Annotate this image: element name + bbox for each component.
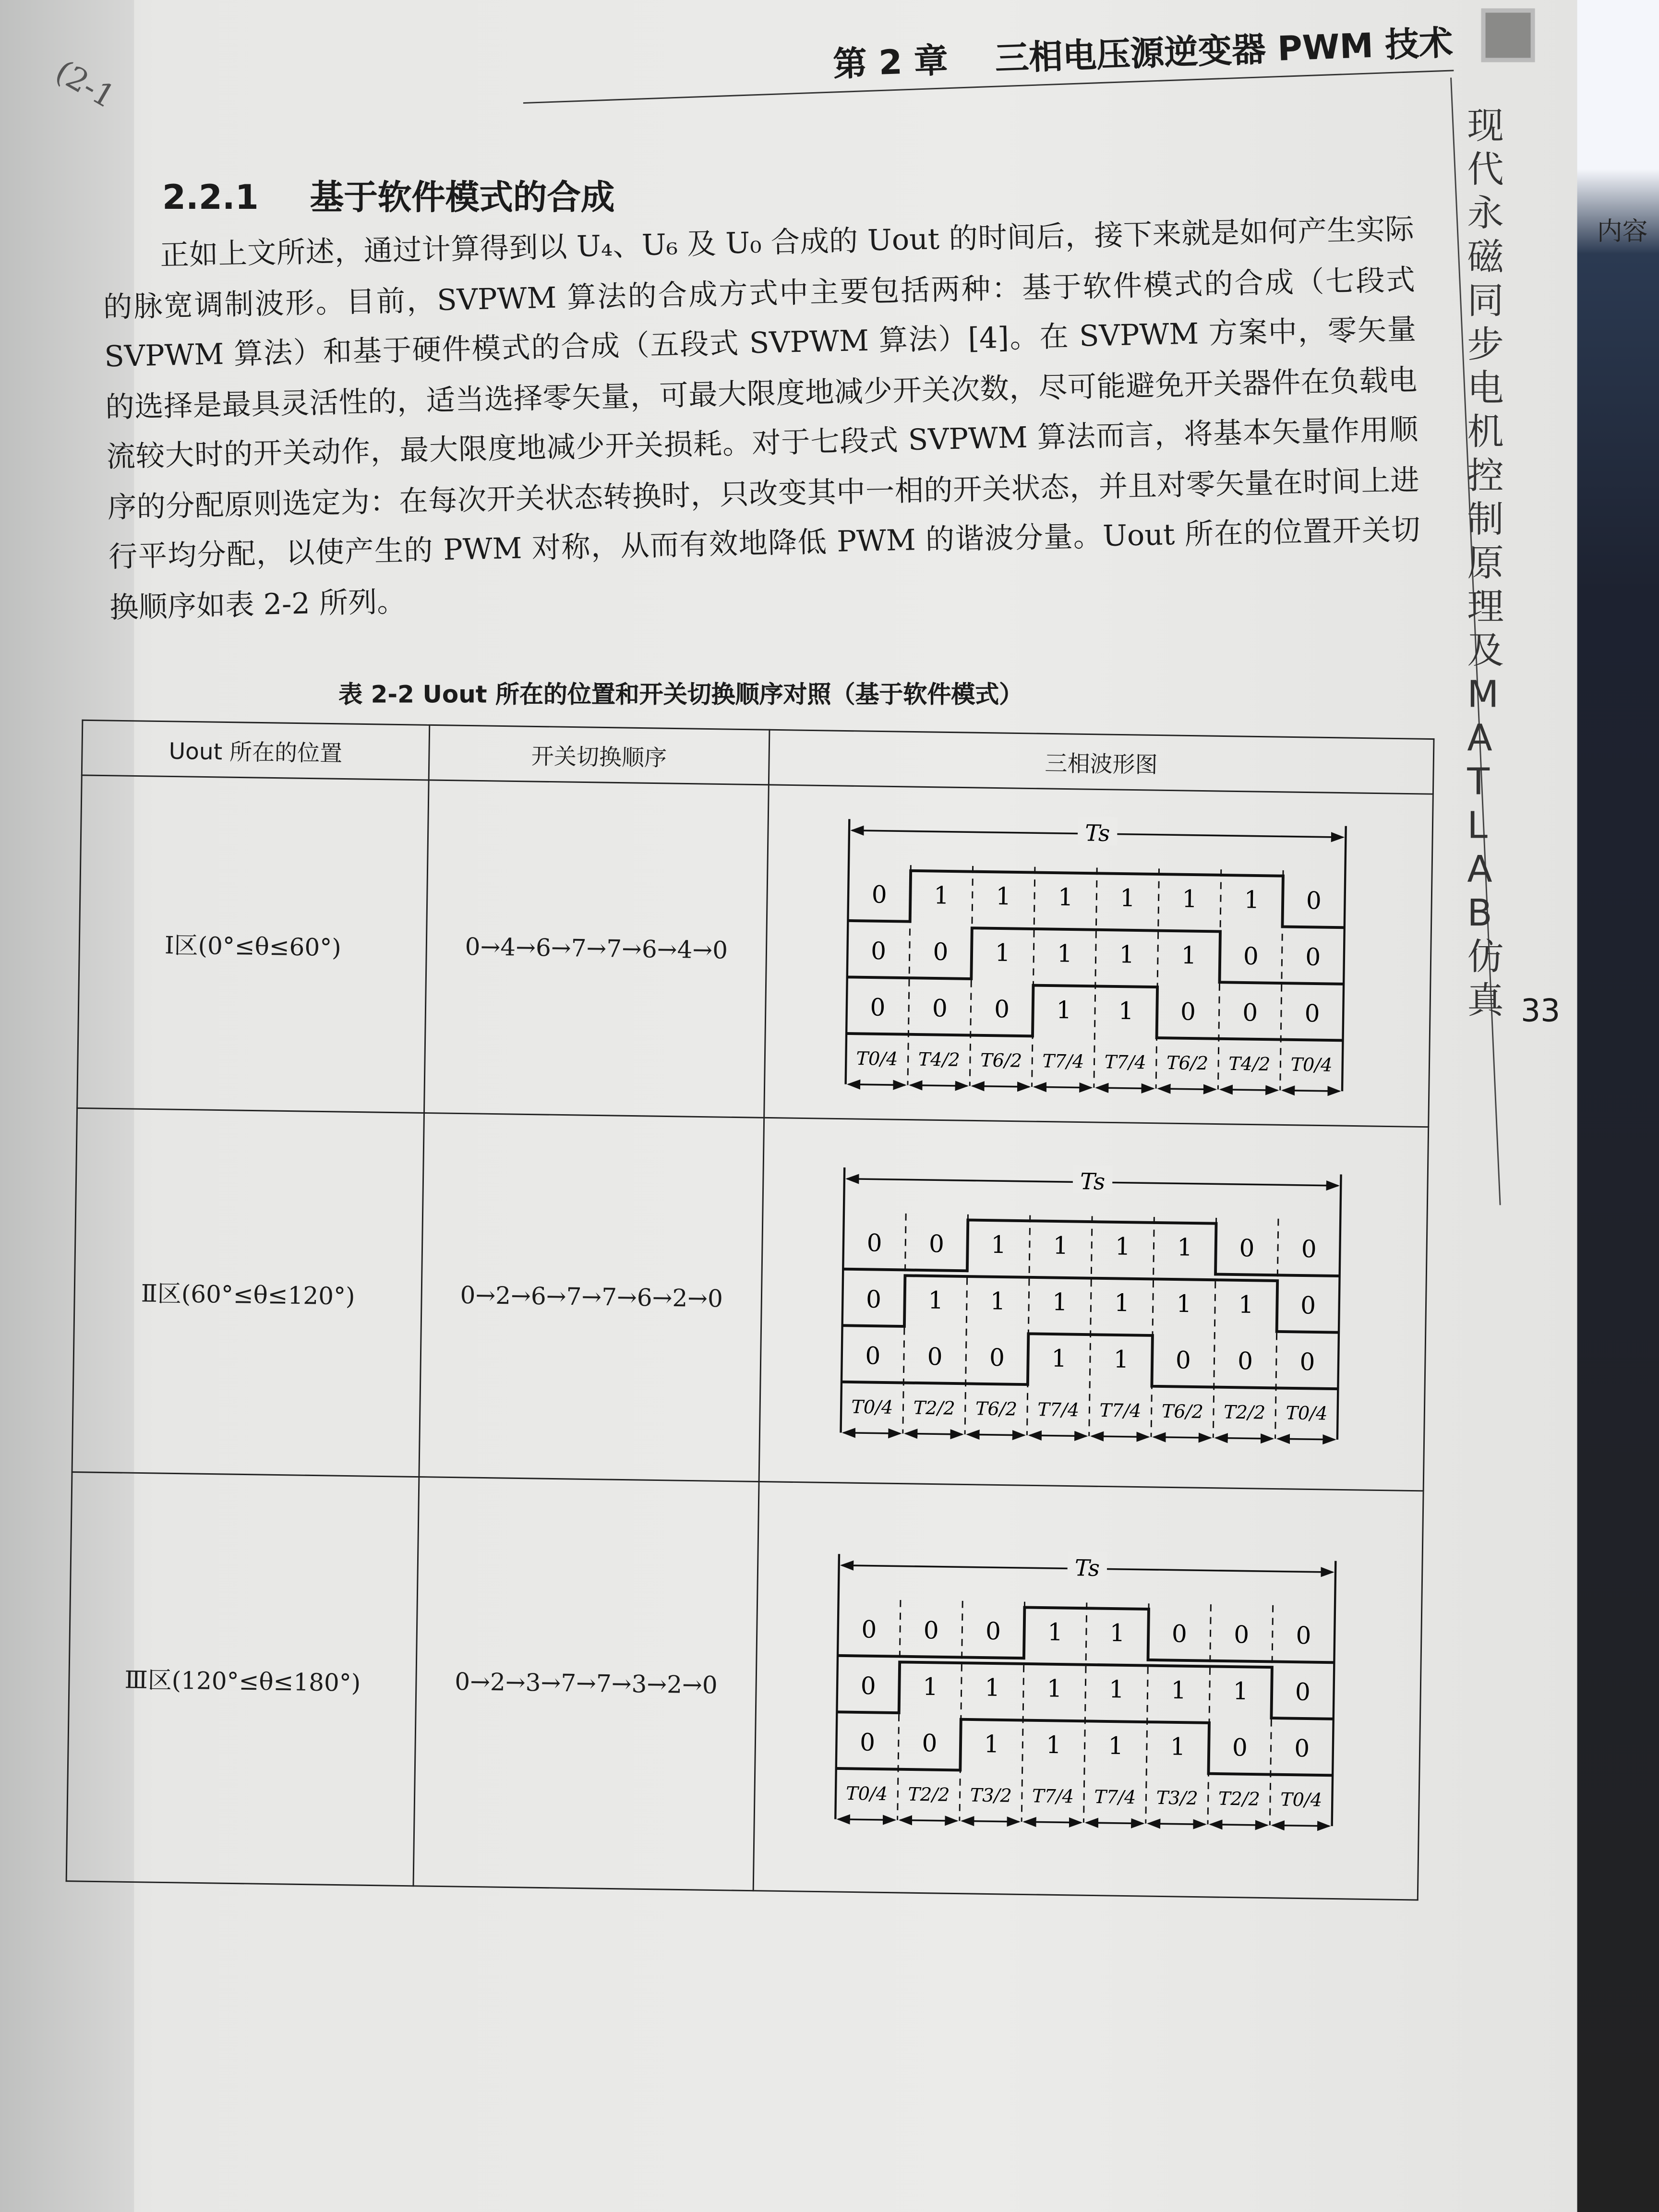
duration-label: T0/4	[1286, 1403, 1328, 1425]
table-caption: 表 2-2 Uout 所在的位置和开关切换顺序对照（基于软件模式）	[338, 681, 1023, 710]
header-waveform: 三相波形图	[769, 730, 1434, 794]
duration-label: T3/2	[970, 1785, 1012, 1807]
duration-arrow	[911, 1085, 967, 1086]
phase-bit: 0	[1233, 1621, 1250, 1649]
phase-bit: 1	[1058, 883, 1073, 912]
duration-arrow	[1278, 1439, 1334, 1440]
duration-label: T4/2	[1228, 1053, 1271, 1075]
phase-bit: 0	[927, 1343, 943, 1371]
duration-arrow	[1221, 1090, 1277, 1091]
phase-bit: 0	[1237, 1347, 1253, 1375]
phase-bit: 0	[989, 1343, 1005, 1372]
duration-arrow	[1283, 1090, 1340, 1091]
phase-bit: 1	[1119, 884, 1136, 912]
duration-arrow	[838, 1819, 895, 1820]
segment-divider	[1094, 868, 1097, 1088]
phase-bit: 1	[1051, 1344, 1067, 1373]
duration-label: T3/2	[1156, 1787, 1198, 1810]
page-number: 33	[1521, 994, 1561, 1030]
phase-bit: 1	[1181, 941, 1197, 970]
phase-bit: 0	[1296, 1621, 1311, 1650]
phase-bit: 1	[1119, 940, 1135, 969]
phase-bit: 0	[861, 1615, 877, 1644]
table-row	[77, 775, 1433, 1127]
duration-arrow	[962, 1821, 1019, 1822]
phase-bit: 0	[1232, 1733, 1248, 1762]
phase-bit: 0	[866, 1229, 882, 1257]
sequence-cell: 0→2→6→7→7→6→2→0	[419, 1113, 764, 1481]
phase-bit: 1	[1181, 885, 1198, 913]
phase-bit: 0	[870, 937, 887, 965]
duration-label: T0/4	[851, 1396, 893, 1419]
phase-bit: 0	[1239, 1234, 1255, 1262]
left-boundary-line	[835, 1554, 839, 1819]
phase-bit: 0	[1304, 999, 1320, 1028]
waveform-cell	[753, 1481, 1423, 1899]
duration-label: T2/2	[908, 1784, 950, 1806]
duration-arrow	[973, 1086, 1029, 1087]
running-header	[521, 15, 1454, 104]
phase-bit: 1	[1170, 1676, 1187, 1705]
duration-label: T0/4	[1290, 1054, 1333, 1076]
duration-arrow	[849, 1084, 905, 1085]
phase-bit: 1	[985, 1673, 1000, 1702]
phase-bit: 1	[1108, 1731, 1124, 1760]
phase-bit: 0	[871, 880, 888, 909]
sequence-cell: 0→4→6→7→7→6→4→0	[424, 780, 769, 1118]
right-boundary-line	[1332, 1561, 1336, 1826]
phase-bit: 1	[1046, 1674, 1062, 1703]
duration-arrow	[1149, 1824, 1205, 1825]
phase-bit: 1	[990, 1230, 1007, 1259]
phase-bit: 1	[1244, 886, 1260, 914]
phase-bit: 1	[1233, 1677, 1249, 1706]
previous-page-mark: (2-1	[48, 54, 120, 116]
phase-bit: 0	[994, 995, 1010, 1023]
duration-label: T6/2	[980, 1050, 1022, 1072]
duration-arrow	[1211, 1825, 1267, 1826]
phase-bit: 0	[870, 993, 886, 1022]
section-number: 2.2.1	[162, 178, 259, 217]
phase-bit: 1	[996, 882, 1011, 911]
phase-bit: 0	[1300, 1291, 1316, 1320]
phase-bit: 0	[1180, 998, 1196, 1026]
phase-bit: 0	[1295, 1678, 1311, 1706]
duration-label: T7/4	[1104, 1052, 1146, 1074]
phase-bit: 0	[932, 994, 948, 1022]
phase-bit: 0	[1299, 1347, 1315, 1376]
duration-label: T7/4	[1094, 1787, 1136, 1809]
segment-divider	[1156, 868, 1159, 1088]
phase-bit: 0	[1171, 1620, 1188, 1648]
phase-bit: 0	[1242, 998, 1258, 1027]
phase-bit: 1	[990, 1287, 1006, 1315]
duration-label: T2/2	[1223, 1402, 1266, 1424]
left-boundary-line	[841, 1167, 845, 1432]
phase-bit: 1	[1047, 1618, 1063, 1647]
phase-bit: 1	[1170, 1732, 1186, 1761]
duration-label: T4/2	[918, 1049, 961, 1071]
phase-bit: 1	[922, 1672, 938, 1701]
duration-arrow	[1086, 1823, 1143, 1824]
duration-label: T0/4	[845, 1783, 888, 1805]
segment-divider	[1032, 867, 1035, 1087]
chapter-number: 第 2 章	[832, 41, 949, 84]
segment-divider	[1208, 1604, 1211, 1824]
header-sequence: 开关切换顺序	[429, 725, 769, 784]
screen-text: 内容	[1597, 217, 1648, 247]
region-cell: Ⅲ区(120°≤θ≤180°)	[66, 1472, 419, 1886]
period-label: Ts	[1074, 1555, 1100, 1582]
segment-divider	[1083, 1602, 1086, 1822]
duration-arrow	[906, 1433, 962, 1434]
phase-bit: 0	[1305, 943, 1321, 971]
duration-label: T2/2	[1218, 1788, 1261, 1810]
duration-label: T7/4	[1099, 1400, 1142, 1422]
corner-decoration	[1481, 9, 1535, 62]
phase-bit: 1	[1238, 1290, 1254, 1319]
duration-arrow	[1034, 1087, 1091, 1088]
segment-divider	[1027, 1215, 1030, 1435]
duration-label: T6/2	[1161, 1401, 1204, 1423]
waveform-diagram	[829, 807, 1369, 1097]
waveform-cell	[759, 1118, 1429, 1491]
chapter-title: 三相电压源逆变器 PWM 技术	[994, 23, 1454, 79]
phase-bit: 1	[1053, 1231, 1069, 1260]
phase-bit: 0	[985, 1617, 1001, 1646]
phase-bit: 1	[933, 881, 950, 910]
phase-bit: 0	[866, 1285, 882, 1314]
segment-divider	[960, 1601, 962, 1821]
phase-bit: 1	[1046, 1731, 1062, 1759]
section-heading	[162, 169, 614, 219]
phase-bit: 1	[1056, 996, 1072, 1024]
table-row	[72, 1108, 1429, 1491]
right-boundary-line	[1337, 1175, 1341, 1440]
phase-bit: 1	[1109, 1619, 1125, 1647]
phase-bit: 1	[1118, 997, 1134, 1025]
phase-bit: 0	[1243, 942, 1259, 971]
phase-bit: 1	[928, 1286, 944, 1314]
sequence-cell: 0→2→3→7→7→3→2→0	[413, 1477, 759, 1891]
phase-bit: 0	[1301, 1235, 1317, 1263]
phase-bit: 0	[859, 1728, 876, 1756]
duration-arrow	[1097, 1088, 1154, 1089]
duration-arrow	[843, 1433, 900, 1434]
duration-arrow	[968, 1434, 1024, 1435]
phase-bit: 1	[1113, 1345, 1129, 1373]
body-paragraph: 正如上文所述，通过计算得到以 U₄、U₆ 及 U₀ 合成的 Uout 的时间后，接下来就是如何产生实际的脉宽调制波形。目前，SVPWM 算法的合成方式中主要包括两种：基于软件模式的合成（七段式 SVPWM 算法）和基于硬件模式的合成（五段式 SVPWM 算法）[4]。在 SVPWM 方案中，零矢量的选择是最具灵活性的，适当选择零矢量，可最大限度地减少开关次数，尽可能避免开关器件在负载电流较大时的开关动作，最大限度地减少开关损耗。对于七段式 SVPWM 算法而言，将基本矢量作用顺序的分配原则选定为：在每次开关状态转换时，只改变其中一相的开关状态，并且对零矢量在时间上进行平均分配，以使产生的 PWM 对称，从而有效地降低 PWM 的谐波分量。Uout 所在的位置开关切换顺序如表 2-2 所列。	[103, 212, 1421, 624]
phase-bit: 1	[1176, 1289, 1192, 1318]
phase-bit: 0	[923, 1616, 939, 1645]
header-position: Uout 所在的位置	[82, 720, 429, 780]
duration-arrow	[1030, 1435, 1086, 1436]
duration-arrow	[1216, 1438, 1273, 1439]
duration-label: T6/2	[1166, 1052, 1209, 1075]
segment-divider	[1151, 1217, 1154, 1437]
region-cell: Ⅰ区(0°≤θ≤60°)	[77, 775, 429, 1113]
duration-arrow	[1024, 1822, 1081, 1823]
duration-label: T0/4	[856, 1048, 898, 1070]
phase-bit: 0	[1175, 1346, 1191, 1374]
phase-bit: 1	[1115, 1232, 1131, 1261]
duration-label: T7/4	[1032, 1786, 1074, 1808]
duration-arrow	[1159, 1089, 1215, 1090]
phase-bit: 1	[1057, 939, 1073, 968]
phase-bit: 1	[1114, 1288, 1130, 1317]
duration-arrow	[900, 1820, 957, 1821]
phase-bit: 1	[1108, 1675, 1125, 1704]
phase-bit: 0	[933, 938, 949, 966]
region-cell: Ⅱ区(60°≤θ≤120°)	[72, 1108, 424, 1477]
phase-bit: 1	[1052, 1288, 1068, 1316]
phase-bit: 0	[1306, 886, 1322, 915]
duration-label: T7/4	[1042, 1051, 1084, 1073]
duration-arrow	[1092, 1436, 1149, 1437]
duration-label: T2/2	[913, 1397, 955, 1419]
phase-bit: 0	[865, 1342, 881, 1370]
duration-label: T6/2	[975, 1398, 1018, 1420]
left-boundary-line	[846, 819, 850, 1084]
phase-bit: 1	[1177, 1233, 1193, 1262]
duration-arrow	[1273, 1825, 1329, 1826]
phase-bit: 1	[995, 938, 1011, 967]
period-label: Ts	[1080, 1168, 1106, 1195]
phase-bit: 0	[928, 1229, 945, 1258]
waveform-diagram	[818, 1542, 1358, 1832]
waveform-cell	[764, 785, 1433, 1127]
right-boundary-line	[1342, 826, 1346, 1091]
waveform-diagram	[824, 1156, 1364, 1445]
duration-label: T0/4	[1280, 1789, 1322, 1811]
period-label: Ts	[1084, 820, 1110, 847]
switching-table	[66, 720, 1435, 1901]
phase-bit: 1	[984, 1730, 1000, 1758]
phase-bit: 0	[1294, 1734, 1310, 1763]
duration-label: T7/4	[1037, 1399, 1080, 1421]
duration-arrow	[1154, 1437, 1211, 1438]
book-title-vertical: 现代永磁同步电机控制原理及MATLAB仿真	[1467, 106, 1504, 1023]
table-row	[66, 1472, 1423, 1900]
phase-bit: 0	[860, 1671, 877, 1700]
segment-divider	[1089, 1216, 1092, 1436]
phase-bit: 0	[922, 1729, 938, 1757]
section-title: 基于软件模式的合成	[310, 178, 615, 217]
